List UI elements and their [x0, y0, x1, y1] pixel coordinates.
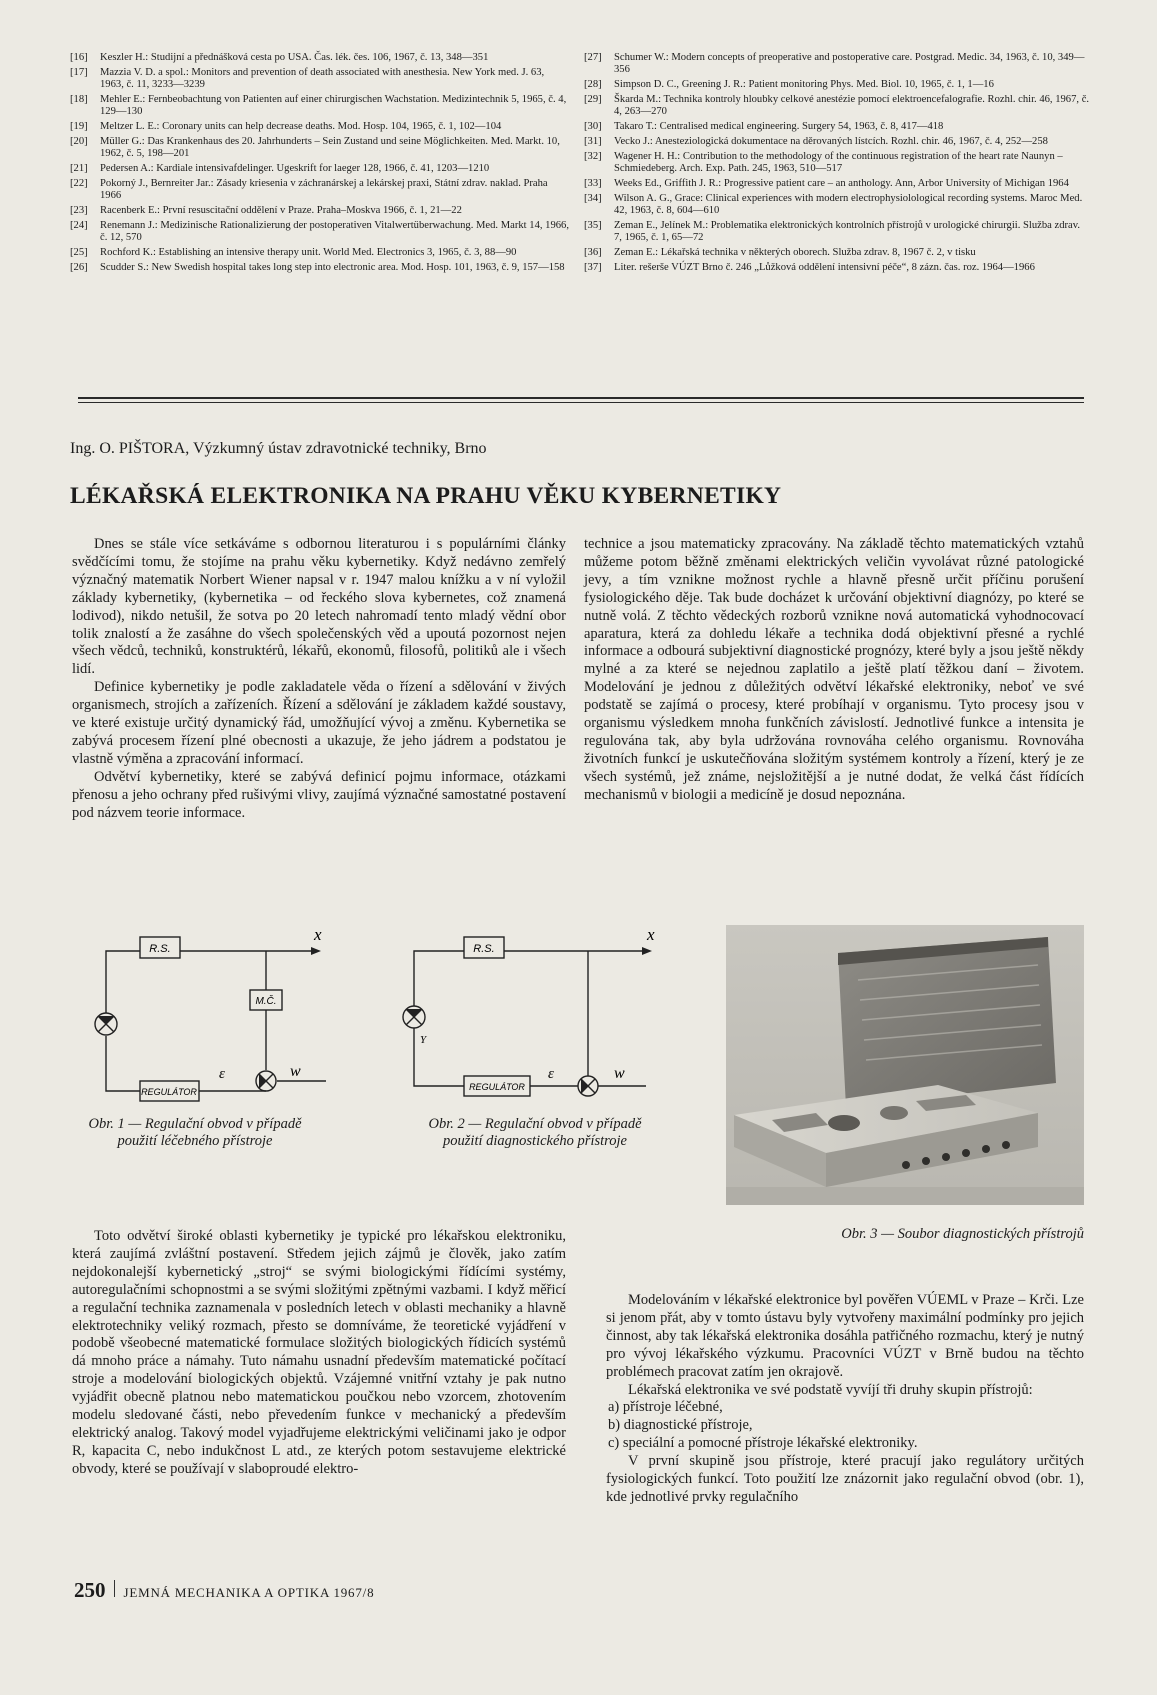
reference-text: Müller G.: Das Krankenhaus des 20. Jahrhunderts – Sein Zustand und seine Möglichkeiten. Med. Markt. 10, 1962, č. 5, 198—201	[100, 136, 560, 160]
figure-3-photo-diagnostic-devices	[726, 925, 1084, 1205]
reference-text: Meltzer L. E.: Coronary units can help decrease deaths. Mod. Hosp. 104, 1965, č. 1, 102—104	[100, 121, 502, 133]
figure-1-caption: Obr. 1 — Regulační obvod v případě použití léčebného přístroje	[88, 1116, 302, 1149]
paragraph: V první skupině jsou přístroje, které pracují jako regulátory určitých fysiologických funkcí. Toto použití lze znázornit jako regulační obvod (obr. 1), kde jednotlivé prvky regulačního	[606, 1453, 1084, 1505]
regulator-label: REGULÁTOR	[469, 1082, 525, 1092]
reference-number: [26]	[70, 262, 88, 273]
reference-text: Takaro T.: Centralised medical engineering. Surgery 54, 1963, č. 8, 417—418	[614, 121, 944, 133]
section-divider-thin	[78, 402, 1084, 403]
rs-label: R.S.	[149, 943, 171, 955]
reference-entry	[584, 121, 1090, 133]
reference-text: Racenberk E.: První resuscitační oddělení v Praze. Praha–Moskva 1966, č. 1, 21—22	[100, 205, 462, 217]
paragraph: Modelováním v lékařské elektronice byl pověřen VÚEML v Praze – Krči. Lze si jenom přát, aby v tomto ústavu byly vytvořeny maximální podmínky pro jejich činnost, aby tak lékařská elektronika dosáhla patřičného rozmachu, který je nutný pro vývoj lékařského výzkumu. Pracovníci VÚZT v Brně budou na těchto problémech pracovat zatím jen okrajově.	[606, 1292, 1084, 1380]
reference-entry	[584, 94, 1090, 119]
reference-text: Renemann J.: Medizinische Rationalizierung der postoperativen Vitalwertüberwachung. Med. Markt 14, 1966, č. 12, 570	[100, 220, 569, 244]
y-label: Y	[420, 1034, 427, 1046]
reference-entry	[70, 178, 570, 203]
page-number: 250	[74, 1578, 106, 1602]
w-label: w	[614, 1065, 625, 1082]
rs-label: R.S.	[473, 943, 495, 955]
reference-text: Wagener H. H.: Contribution to the methodology of the continuous registration of the heart rate Naunyn – Schmiedeberg. Arch. Exp. Path. 245, 1963, 510—517	[614, 150, 1063, 175]
reference-entry	[584, 151, 1090, 176]
reference-text: Zeman E., Jelínek M.: Problematika elektronických kontrolních přístrojů v urologické chirurgii. Služba zdrav. 7, 1965, č. 1, 65—72	[614, 220, 1081, 244]
epsilon-label: ε	[219, 1066, 225, 1082]
reference-text: Mazzia V. D. a spol.: Monitors and prevention of death associated with anesthesia. New York med. J. 63, 1963, č. 11, 3233—3239	[100, 66, 545, 91]
text-column-2	[584, 536, 1084, 805]
reference-entry	[584, 136, 1090, 148]
figure-2-control-loop	[402, 918, 702, 1108]
reference-entry	[70, 220, 570, 245]
reference-entry	[70, 67, 570, 92]
x-label: x	[647, 925, 655, 944]
loop-line-bottom-left	[106, 1036, 140, 1091]
case-lid	[838, 937, 1056, 1107]
reference-text: Škarda M.: Technika kontroly hloubky celkové anestézie pomocí elektroencefalografie. Rozhl. chir. 46, 1967, č. 4, 263—270	[614, 94, 1090, 118]
reference-number: [25]	[70, 247, 88, 259]
arrow-x	[642, 947, 652, 955]
figure-3-caption: Obr. 3 — Soubor diagnostických přístrojů	[841, 1226, 1084, 1242]
reference-number: [35]	[584, 220, 602, 231]
paragraph: technice a jsou matematicky zpracovány. Na základě těchto matematických vztahů můžeme potom běžně změnami elektrických veličin vyvolávat různé patologické jevy, a tím vznikne možnost rychle a hlavně přesně určit příčinu porušení fysiologického děje. Tak bude docházet k určování objektivní diagnózy, po které se nutně volá. Z těchto vědeckých rozborů vznikne nová automatická vyhodnocovací aparatura, která za dohledu lékaře a technika dodá objektivní přesné a rychlé informace a odbourá subjektivní diagnostické prognózy, které byly a jsou ještě někdy mylné a za které se nejednou zaplatilo a ještě platí těžkou daní – životem. Modelování je jednou z důležitých odvětví lékařské elektroniky, neboť ve své podstatě se zajímá o procesy, které probíhají v organismu. Tyto procesy jsou v organismu výsledkem mnoha funkčních závislostí. Jednotlivé funkce a intensita je regulována tak, aby byla udržována rovnováha celého organismu. Rovnováha životních funkcí je uskutečňována složitým systémem kontroly a řízení, který je ze všech systémů, jež známe, nejsložitější a je nutné dodat, že velká část řídících mechanismů v biologii a medicíně je dosud nepoznána.	[584, 536, 1084, 803]
reference-text: Pokorný J., Bernreiter Jar.: Zásady kriesenia v záchranárskej a lekárskej praxi, Státní zdrav. naklad. Praha 1966	[100, 178, 548, 202]
paragraph: Toto odvětví široké oblasti kybernetiky je typické pro lékařskou elektroniku, která zaujímá zvláštní postavení. Středem jejich zájmů je člověk, jako zatím nejdokonalejší kybernetický „stroj“ se svými biologickými řídícími systémy, autoregulačními schopnostmi a se svými složitými zpětnými vazbami. I když měřicí a regulační technika zaznamenala v posledních letech v oblasti mechaniky a hlavně elektrotechniky veliký rozmach, přesto se domníváme, že teoretické vyjádření v podobě všeobecné matematické formulace složitých biologických řídicích systémů dá mnoho práce a námahy. Tuto námahu usnadní především matematické počítací stroje a modelování biologických objektů. Vzájemné vnitřní vztahy je pak nutno vyjádřit obecně platnou nebo matematickou poučkou nebo vzorcem, zhotovením modelu sledované části, nebo převedením funkce v mechanický a především elektrický analog. Takový model vyjadřujeme elektrickými veličinami jako je odpor R, kapacita C, nebo indukčnost L atd., ze kterých potom sestavujeme elektrické obvody, které se používají v slaboproudé elektro-	[72, 1228, 566, 1477]
reference-entry	[70, 205, 570, 217]
reference-number: [21]	[70, 163, 88, 175]
reference-number: [32]	[584, 150, 602, 162]
reference-entry	[584, 247, 1090, 259]
w-label: w	[290, 1063, 301, 1080]
reference-number: [29]	[584, 94, 602, 105]
figure-2-caption: Obr. 2 — Regulační obvod v případě použití diagnostického přístroje	[428, 1116, 642, 1149]
reference-number: [19]	[70, 121, 88, 133]
reference-number: [34]	[584, 192, 602, 204]
list-item: b) diagnostické přístroje,	[608, 1417, 753, 1434]
reference-number: [28]	[584, 79, 602, 91]
reference-text: Pedersen A.: Kardiale intensivafdelinger. Ugeskrift for laeger 128, 1966, č. 41, 1203—1210	[100, 163, 490, 175]
reference-text: Zeman E.: Lékařská technika v některých oborech. Služba zdrav. 8, 1967 č. 2, v tisku	[614, 247, 976, 259]
figure-1-control-loop	[78, 918, 378, 1108]
reference-entry	[70, 262, 570, 274]
reference-number: [24]	[70, 220, 88, 231]
paragraph: Odvětví kybernetiky, které se zabývá definicí pojmu informace, otázkami přenosu a jeho ochrany před rušivými vlivy, zaujímá význačné samostatné postavení pod názvem teorie informace.	[72, 768, 566, 821]
reference-entry	[584, 193, 1090, 218]
reference-entry	[70, 121, 570, 133]
reference-number: [27]	[584, 52, 602, 63]
journal-name: JEMNÁ MECHANIKA A OPTIKA 1967/8	[123, 1585, 375, 1600]
reference-number: [22]	[70, 178, 88, 189]
reference-entry	[584, 79, 1090, 91]
epsilon-label: ε	[548, 1066, 554, 1082]
paragraph: Lékařská elektronika ve své podstatě vyvíjí tři druhy skupin přístrojů:	[628, 1381, 1033, 1398]
reference-text: Simpson D. C., Greening J. R.: Patient monitoring Phys. Med. Biol. 10, 1965, č. 1, 1—16	[614, 79, 994, 91]
x-label: x	[314, 925, 322, 944]
reference-number: [16]	[70, 52, 88, 63]
reference-entry	[70, 136, 570, 161]
reference-number: [17]	[70, 66, 88, 78]
paragraph: Definice kybernetiky je podle zakladatele věda o řízení a sdělování v živých organismech, strojích a zařízeních. Řízení a sdělování je základem každé soustavy, ve které existuje určitý dynamický řád, umožňující vývoj a změnu. Kybernetika se zabývá procesem řízení plné obecnosti a ukazuje, že jeho jádrem a podstatou je vlastně výměna a zpracování informací.	[72, 679, 566, 767]
list-item: a) přístroje léčebné,	[608, 1399, 723, 1416]
reference-text: Keszler H.: Studijní a přednášková cesta po USA. Čas. lék. čes. 106, 1967, č. 13, 348—351	[100, 52, 489, 63]
reference-entry	[584, 178, 1090, 190]
page-footer	[74, 1578, 374, 1603]
reference-entry	[584, 220, 1090, 245]
reference-text: Rochford K.: Establishing an intensive therapy unit. World Med. Electronics 3, 1965, č. 3, 88—90	[100, 247, 517, 259]
reference-number: [30]	[584, 121, 602, 133]
reference-number: [33]	[584, 178, 602, 189]
reference-entry	[70, 52, 570, 64]
reference-entry	[584, 52, 1090, 77]
reference-entry	[70, 94, 570, 119]
section-divider	[78, 397, 1084, 399]
reference-number: [18]	[70, 94, 88, 105]
reference-number: [36]	[584, 247, 602, 259]
text-column-3	[72, 1228, 566, 1479]
loop-line-top	[414, 951, 642, 1006]
reference-text: Weeks Ed., Griffith J. R.: Progressive patient care – an anthology. Ann, Arbor University of Michigan 1964	[614, 178, 1069, 189]
author-byline: Ing. O. PIŠTORA, Výzkumný ústav zdravotnické techniky, Brno	[70, 440, 487, 457]
reference-entry	[70, 247, 570, 259]
text-column-1	[72, 536, 566, 823]
reference-entry	[70, 163, 570, 175]
reference-text: Liter. rešerše VÚZT Brno č. 246 „Lůžková oddělení intensivní péče“, 8 zázn. čas. roz. 1964—1966	[614, 262, 1035, 273]
article-title: LÉKAŘSKÁ ELEKTRONIKA NA PRAHU VĚKU KYBERNETIKY	[70, 483, 782, 509]
reference-text: Wilson A. G., Grace: Clinical experiences with modern electrophysiolological recording systems. Maroc Med. 42, 1963, č. 8, 604—610	[614, 192, 1083, 217]
footer-separator	[114, 1580, 115, 1597]
list-item: c) speciální a pomocné přístroje lékařské elektroniky.	[608, 1435, 918, 1452]
reference-number: [37]	[584, 262, 602, 273]
paragraph: Dnes se stále více setkáváme s odbornou literaturou i s populárními články svědčícími tomu, že stojíme na prahu věku kybernetiky. Když nedávno zemřelý význačný matematik Norbert Wiener napsal v r. 1947 malou knížku a v ní vyložil základy kybernetiky, (kybernetika – od řeckého slova kybernetes, což znamená lodivod), nikdo netušil, že sotva po 20 letech nahromadí tento mladý vědní obor tolik znalostí a že zasáhne do všech společenských věd a upoutá pozornost nejen všech vědců, techniků, konstruktérů, lékařů, ekonomů, filosofů, politiků ale i všech lidí.	[72, 536, 566, 678]
reference-entry	[584, 262, 1090, 274]
references-right	[584, 52, 1090, 277]
reference-text: Mehler E.: Fernbeobachtung von Patienten auf einer chirurgischen Wachstation. Medizintechnik 5, 1965, č. 4, 129—130	[100, 94, 567, 118]
reference-number: [23]	[70, 205, 88, 217]
arrow-x	[311, 947, 321, 955]
mc-label: M.Č.	[255, 996, 277, 1007]
reference-text: Vecko J.: Anesteziologická dokumentace na děrovaných lístcích. Rozhl. chir. 46, 1967, č. 4, 252—258	[614, 136, 1048, 147]
reference-number: [31]	[584, 136, 602, 147]
reference-text: Schumer W.: Modern concepts of preoperative and postoperative care. Postgrad. Medic. 34, 1963, č. 10, 349—356	[614, 52, 1085, 76]
text-column-4	[606, 1292, 1084, 1507]
regulator-label: REGULÁTOR	[141, 1087, 197, 1097]
reference-text: Scudder S.: New Swedish hospital takes long step into electronic area. Mod. Hosp. 101, 1963, č. 9, 157—158	[100, 262, 565, 273]
reference-number: [20]	[70, 136, 88, 147]
references-left	[70, 52, 570, 277]
